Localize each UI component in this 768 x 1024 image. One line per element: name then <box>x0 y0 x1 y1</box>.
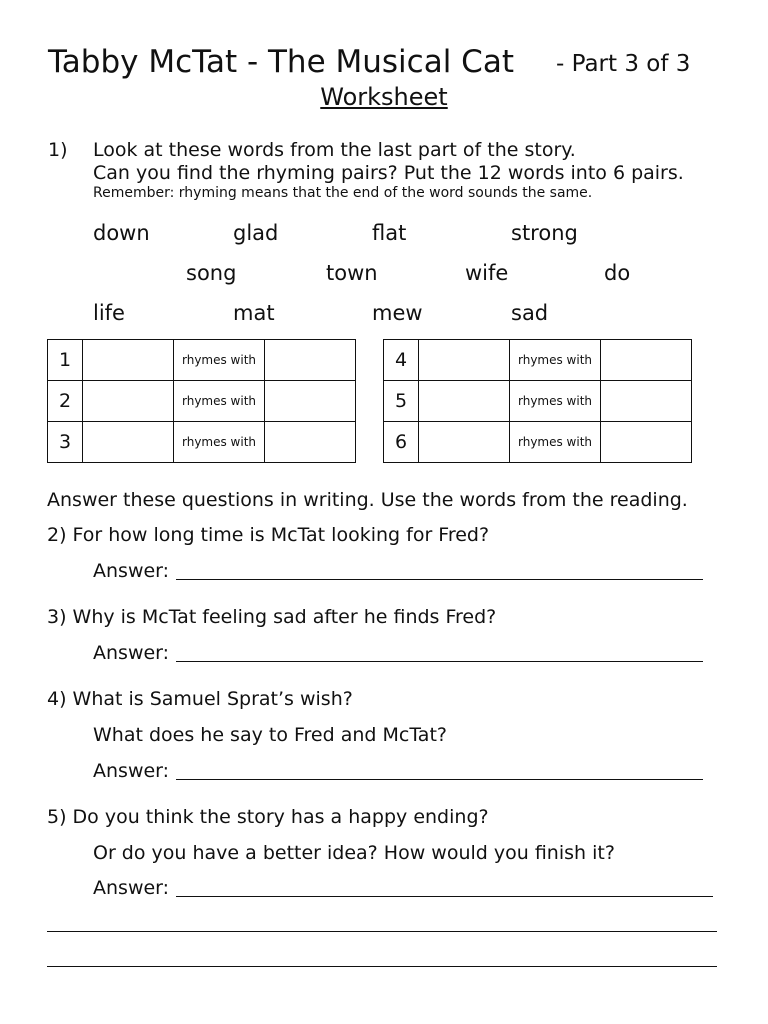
q1-number: 1) <box>48 139 68 161</box>
pair-number: 2 <box>48 381 83 422</box>
pair-number: 5 <box>384 381 419 422</box>
answer-label: Answer: <box>93 560 170 582</box>
word-item: town <box>326 261 378 285</box>
rhymes-with-label: rhymes with <box>510 381 601 422</box>
answer-line[interactable] <box>176 579 703 580</box>
q3-text: 3) Why is McTat feeling sad after he finds Fred? <box>47 606 497 628</box>
rhyme-row <box>48 422 356 463</box>
word-item: wife <box>465 261 509 285</box>
q2-text: 2) For how long time is McTat looking for Fred? <box>47 524 490 546</box>
rhyme-row <box>48 381 356 422</box>
word-blank[interactable] <box>265 422 356 463</box>
q1-line2: Can you find the rhyming pairs? Put the 12 words into 6 pairs. <box>93 162 684 184</box>
rhymes-with-label: rhymes with <box>174 381 265 422</box>
rhymes-with-label: rhymes with <box>510 340 601 381</box>
word-item: life <box>93 301 125 325</box>
word-blank[interactable] <box>83 340 174 381</box>
rhyme-table-right <box>383 339 692 463</box>
pair-number: 4 <box>384 340 419 381</box>
rhyme-table-left <box>47 339 356 463</box>
word-item: down <box>93 221 150 245</box>
q4-text: 4) What is Samuel Sprat’s wish? <box>47 688 353 710</box>
word-blank[interactable] <box>601 340 692 381</box>
word-item: strong <box>511 221 578 245</box>
answer-line[interactable] <box>47 931 717 932</box>
word-item: flat <box>372 221 407 245</box>
rhyme-row <box>384 381 692 422</box>
word-item: song <box>186 261 237 285</box>
word-blank[interactable] <box>419 381 510 422</box>
answer-line[interactable] <box>176 661 703 662</box>
answer-label: Answer: <box>93 642 170 664</box>
pair-number: 3 <box>48 422 83 463</box>
rhyme-row <box>48 340 356 381</box>
answer-label: Answer: <box>93 877 170 899</box>
answer-label: Answer: <box>93 760 170 782</box>
word-blank[interactable] <box>601 422 692 463</box>
instructions: Answer these questions in writing. Use the words from the reading. <box>47 489 688 511</box>
rhyme-row <box>384 422 692 463</box>
word-item: sad <box>511 301 549 325</box>
answer-line[interactable] <box>176 779 703 780</box>
word-blank[interactable] <box>601 381 692 422</box>
part-indicator: - Part 3 of 3 <box>556 51 691 77</box>
q1-note: Remember: rhyming means that the end of the word sounds the same. <box>93 185 593 201</box>
answer-line[interactable] <box>47 966 717 967</box>
rhymes-with-label: rhymes with <box>174 422 265 463</box>
word-blank[interactable] <box>265 381 356 422</box>
answer-line[interactable] <box>176 896 713 897</box>
worksheet-subtitle: Worksheet <box>320 83 448 111</box>
word-blank[interactable] <box>265 340 356 381</box>
word-item: do <box>604 261 631 285</box>
word-blank[interactable] <box>83 381 174 422</box>
word-blank[interactable] <box>83 422 174 463</box>
word-item: mew <box>372 301 423 325</box>
word-blank[interactable] <box>419 422 510 463</box>
rhymes-with-label: rhymes with <box>510 422 601 463</box>
pair-number: 6 <box>384 422 419 463</box>
word-item: mat <box>233 301 275 325</box>
q5-text: 5) Do you think the story has a happy ending? <box>47 806 489 828</box>
rhyme-row <box>384 340 692 381</box>
word-blank[interactable] <box>419 340 510 381</box>
word-item: glad <box>233 221 279 245</box>
rhymes-with-label: rhymes with <box>174 340 265 381</box>
q5-text-2: Or do you have a better idea? How would you finish it? <box>93 842 615 864</box>
q4-text-2: What does he say to Fred and McTat? <box>93 724 447 746</box>
worksheet-title: Tabby McTat - The Musical Cat <box>48 44 514 80</box>
pair-number: 1 <box>48 340 83 381</box>
q1-line1: Look at these words from the last part of the story. <box>93 139 576 161</box>
